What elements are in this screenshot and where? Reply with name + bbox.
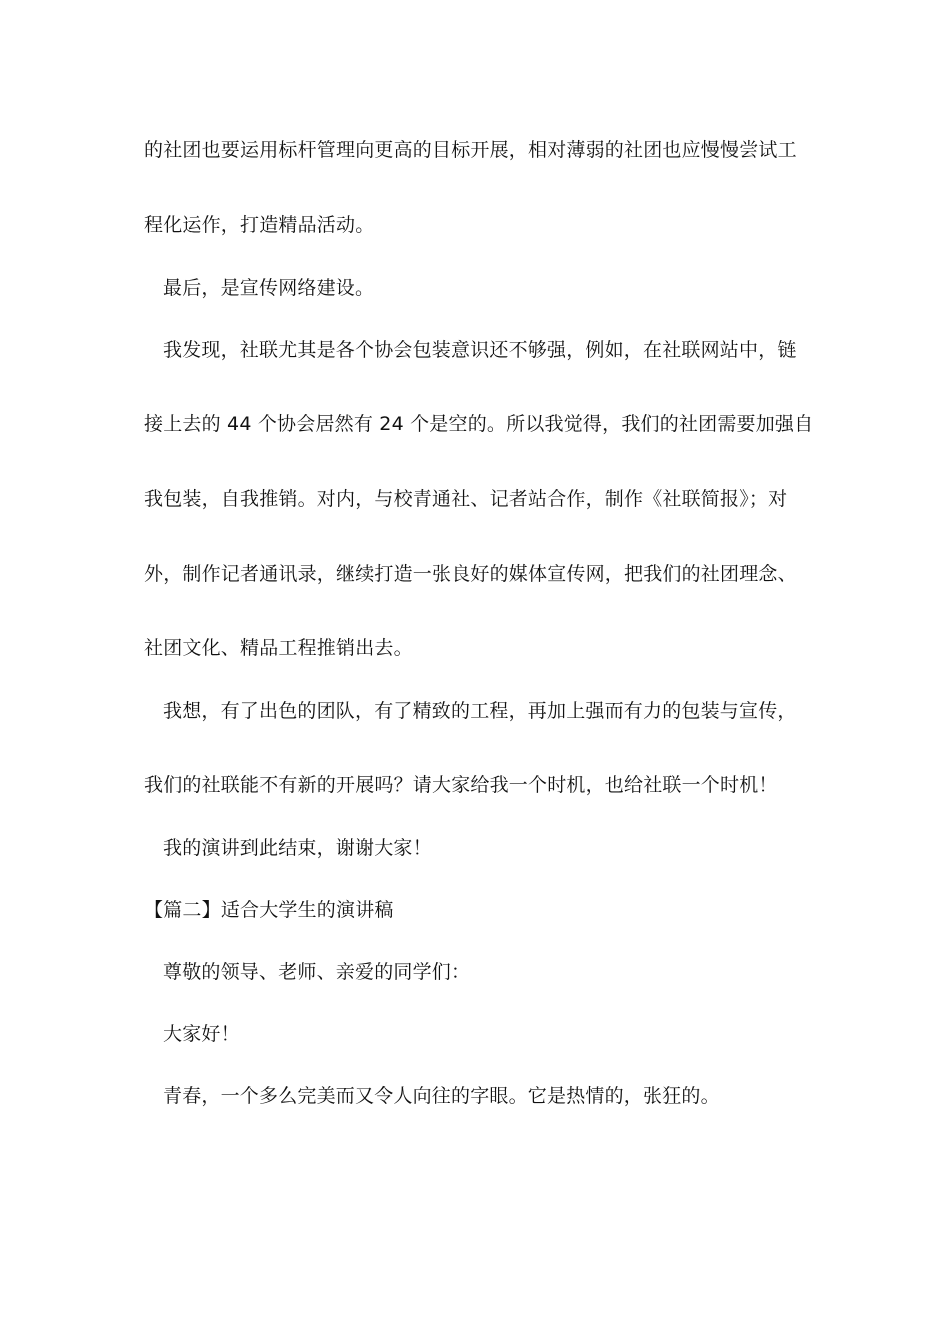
- salutation-line: 尊敬的领导、老师、亲爱的同学们：: [163, 961, 471, 983]
- paragraph-line: 社团文化、精品工程推销出去。: [144, 637, 413, 659]
- paragraph-line: 我发现，社联尤其是各个协会包装意识还不够强，例如，在社联网站中，链: [163, 339, 797, 361]
- paragraph-line: 接上去的 44 个协会居然有 24 个是空的。所以我觉得，我们的社团需要加强自: [144, 413, 814, 435]
- paragraph-line: 最后，是宣传网络建设。: [163, 277, 375, 299]
- paragraph-line: 外，制作记者通讯录，继续打造一张良好的媒体宣传网，把我们的社团理念、: [144, 563, 797, 585]
- paragraph-line: 我想，有了出色的团队，有了精致的工程，再加上强而有力的包装与宣传，: [163, 700, 797, 722]
- paragraph-line: 我包装，自我推销。对内，与校青通社、记者站合作，制作《社联简报》；对: [144, 488, 788, 510]
- section-heading: 【篇二】适合大学生的演讲稿: [144, 899, 394, 921]
- paragraph-line: 我的演讲到此结束，谢谢大家！: [163, 837, 432, 859]
- paragraph-line: 程化运作，打造精品活动。: [144, 214, 375, 236]
- paragraph-line: 我们的社联能不有新的开展吗？请大家给我一个时机，也给社联一个时机！: [144, 774, 778, 796]
- greeting-line: 大家好！: [163, 1023, 240, 1045]
- paragraph-line: 青春，一个多么完美而又令人向往的字眼。它是热情的，张狂的。: [163, 1085, 720, 1107]
- paragraph-line: 的社团也要运用标杆管理向更高的目标开展，相对薄弱的社团也应慢慢尝试工: [144, 139, 797, 161]
